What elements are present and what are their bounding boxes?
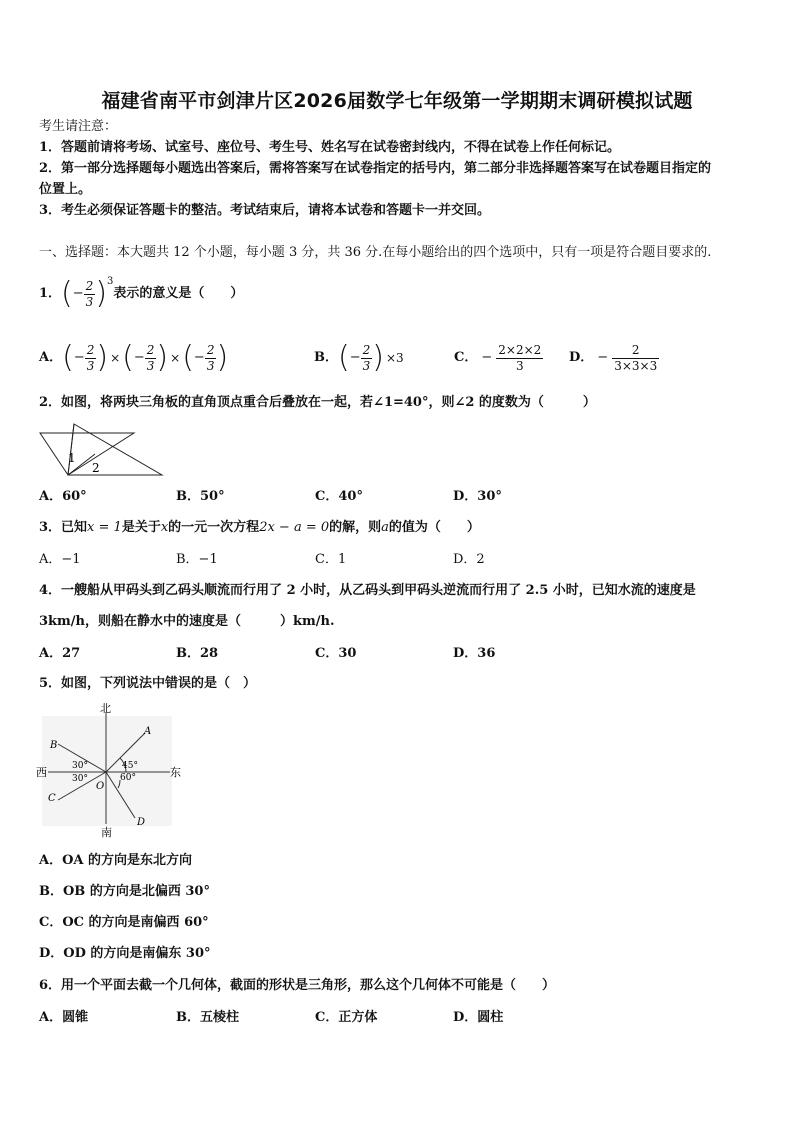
option-c[interactable]: C．OC 的方向是南偏西 60° (39, 915, 209, 930)
question-2-text: 2．如图，将两块三角板的直角顶点重合后叠放在一起，若∠1=40°，则∠2 的度数为（ ） (39, 395, 596, 410)
origin-label: O (96, 781, 105, 792)
west-label: 西 (36, 766, 47, 779)
option-b[interactable]: B．50° (176, 489, 225, 504)
option-label: A． (39, 350, 63, 365)
equation: 2x − a = 0 (259, 520, 330, 535)
notice-heading: 考生请注意： (39, 119, 118, 134)
east-label: 东 (170, 766, 181, 779)
option-c[interactable]: C． − $\frac{2\times 2\times 2}{3}$ (454, 342, 542, 373)
page-title: 福建省南平市剑津片区2026届数学七年级第一学期期末调研模拟试题 (101, 90, 693, 112)
option-d[interactable]: D． − $\frac{2}{3\times 3\times 3}$ (569, 342, 658, 373)
angle-label: 30° (72, 774, 88, 784)
option-a[interactable]: A．27 (39, 646, 81, 661)
option-c[interactable]: C．30 (315, 646, 357, 661)
question-1 (39, 272, 243, 316)
south-label: 南 (101, 826, 112, 839)
option-b[interactable]: B．OB 的方向是北偏西 30° (39, 884, 210, 899)
option-c[interactable]: C．正方体 (315, 1010, 378, 1025)
fraction: $\frac{2}{3}$ (85, 278, 94, 309)
question-3-text: 3．已知x = 1是关于x的一元一次方程2x − a = 0的解，则a的值为（ ） (39, 520, 480, 535)
option-label: D． (569, 350, 594, 365)
point-c-label: C (48, 793, 56, 804)
point-a-label: A (144, 726, 152, 737)
option-a[interactable]: A．圆锥 (39, 1010, 89, 1025)
triangles-figure (38, 422, 166, 478)
triangle-2 (68, 424, 162, 475)
notice-item: 1．答题前请将考场、试室号、座位号、考生号、姓名写在试卷密封线内，不得在试卷上作任何标记。 (39, 140, 621, 155)
option-c[interactable]: C．1 (315, 552, 347, 567)
question-4-line2: 3km/h，则船在静水中的速度是（ ）km/h. (39, 614, 335, 629)
option-b[interactable]: B． ( − $\frac{2}{3}$ ) ×3 (314, 340, 404, 375)
option-d[interactable]: D．OD 的方向是南偏东 30° (39, 946, 211, 961)
minus-sign: − (72, 286, 84, 301)
angle-label-1: 1 (68, 451, 76, 465)
option-c[interactable]: C．40° (315, 489, 363, 504)
option-a[interactable]: A． ( − $\frac{2}{3}$ ) × ( − $\frac{2}{3}$ ) × ( − $\frac{2}{3}$ ) (39, 340, 229, 375)
option-d[interactable]: D．2 (453, 552, 485, 567)
option-label: B． (314, 350, 338, 365)
option-a[interactable]: A．OA 的方向是东北方向 (39, 853, 193, 868)
option-d[interactable]: D．36 (453, 646, 496, 661)
option-d[interactable]: D．30° (453, 489, 502, 504)
section-heading: 一、选择题：本大题共 12 个小题，每小题 3 分，共 36 分.在每小题给出的四个选项中，只有一项是符合题目要求的. (39, 245, 712, 260)
point-b-label: B (50, 740, 58, 751)
question-6-text: 6．用一个平面去截一个几何体，截面的形状是三角形，那么这个几何体不可能是（ ） (39, 978, 556, 993)
angle-label: 45° (122, 761, 138, 771)
question-number: 1． (39, 286, 62, 301)
point-d-label: D (137, 817, 146, 828)
question-4-line1: 4．一艘船从甲码头到乙码头顺流而行用了 2 小时，从乙码头到甲码头逆流而行用了 2.5 小时，已知水流的速度是 (39, 583, 696, 598)
option-b[interactable]: B．−1 (176, 552, 218, 567)
option-a[interactable]: A．60° (39, 489, 87, 504)
compass-figure (34, 700, 184, 840)
option-b[interactable]: B．28 (176, 646, 219, 661)
angle-label-2: 2 (92, 461, 100, 475)
question-5-text: 5．如图，下列说法中错误的是（ ） (39, 676, 257, 691)
north-label: 北 (100, 702, 111, 715)
equation: x = 1 (87, 520, 122, 535)
option-a[interactable]: A．−1 (39, 552, 81, 567)
paren-close: ) (95, 276, 108, 311)
angle-label: 30° (72, 761, 88, 771)
notice-item: 位置上。 (39, 182, 92, 197)
question-text: 表示的意义是（ ） (113, 286, 244, 301)
triangle-1 (40, 433, 134, 475)
angle-label: 60° (120, 773, 136, 783)
notice-item: 2．第一部分选择题每小题选出答案后，需将答案写在试卷指定的括号内，第二部分非选择题答案写在试卷题目指定的 (39, 161, 712, 176)
option-label: C． (454, 350, 478, 365)
option-b[interactable]: B．五棱柱 (176, 1010, 239, 1025)
option-d[interactable]: D．圆柱 (453, 1010, 504, 1025)
notice-item: 3．考生必须保证答题卡的整洁。考试结束后，请将本试卷和答题卡一并交回。 (39, 203, 491, 218)
exponent: 3 (107, 276, 114, 287)
paren-open: ( (61, 276, 73, 311)
